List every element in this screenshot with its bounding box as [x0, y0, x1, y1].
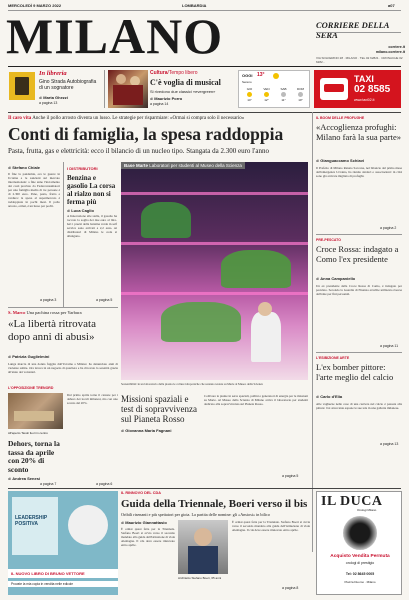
ad-right-phone: Tel: 02 8645 0005: [345, 572, 375, 576]
right1-tag: IL BOOM DELLE PROFUGHE: [316, 116, 365, 120]
rinnovo-byline: di Maurizio Giannattasio: [121, 520, 167, 525]
distributori-ref[interactable]: a pagina 5: [96, 298, 113, 302]
rinnovo-kicker: IL RINNOVO DEL CDA: [121, 491, 161, 495]
scienza-headline[interactable]: Missioni spaziali e test di sopravvivenza sul Pianeta Rosso: [121, 394, 197, 424]
promo-mid-subtitle: Si rivedono due classici «evergreen»: [150, 89, 216, 94]
trenord-caption: All'aperto Tavoli fuori in centro: [8, 431, 48, 435]
weather-day: DOM 10°: [297, 87, 304, 102]
rinnovo-ref[interactable]: a pagina 8: [282, 586, 299, 590]
ad-right-brand: IL DUCA: [321, 494, 383, 509]
ad-left-sub: Provate la mia copia in vendita nelle edicole: [8, 581, 118, 587]
ucraina-body-cont: Dal primo aprile torna il canone per i dehors dei locali milanesi, ma con uno sconto del 20%.: [67, 393, 118, 405]
weather-desc: Sereno: [242, 80, 252, 84]
trenord-headline[interactable]: Dehors, torna la tassa da aprile con 20% di sconto: [8, 439, 60, 474]
watch-icon: [343, 516, 377, 550]
plants: [161, 302, 241, 342]
masthead-bottom-rule: [8, 66, 401, 67]
photo-credit: Sostenibilità: in un laboratorio della piazza le colture idroponiche che saranno testate su Marte al Museo della Scienza: [121, 382, 263, 386]
sun-icon: [264, 92, 269, 97]
distributori-byline: di Luca Caglio: [67, 208, 94, 213]
paper-rule: [316, 32, 401, 33]
lead-ref[interactable]: a pagina 3: [40, 298, 57, 302]
lead-body: Il fine la pandemia, ora le guerre in Ucraina e le sanzioni sul mercato internazionale: a fine anno l'incremento dei costi previsto da Federconsumatori per una famiglia media di tre persone è di 2.300 euro. Pane, pasta, frutta e verdura: la spesa al supermercato è raddoppiata in pochi mesi. Il pollo arrosto, ormai, è un lusso per pochi.: [8, 172, 60, 208]
photo-tag: Base Marte Laboratori per studenti al Museo della Scienza: [121, 162, 245, 169]
ad-right-sub: Orologi Milano: [357, 508, 377, 512]
rinnovo-body-cont: È ormai quasi fatta per la Triennale. Stefano Boeri si avvia verso il secondo mandato alla guida dell'istituzione di viale Alemagna. Il cda deve essere rinnovato entro aprile.: [232, 520, 310, 532]
cloud-icon: [281, 92, 286, 97]
masthead-date: MERCOLEDÌ 9 MARZO 2022: [8, 3, 62, 8]
promo-mid-byline: di Maurizio Porro: [150, 96, 183, 101]
right3-ref[interactable]: a pagina 13: [380, 442, 399, 446]
lead-headline[interactable]: Conti di famiglia, la spesa raddoppia: [8, 124, 284, 144]
trenord-ref[interactable]: a pagina 7: [40, 482, 57, 486]
scienza-byline: di Giovanna Maria Fagnani: [121, 428, 172, 433]
promo-mid-title[interactable]: C'è voglia di musical: [150, 78, 221, 87]
ucraina-byline: di Patrizia Guglielmini: [8, 354, 50, 359]
promo-mid-ref[interactable]: a pagina 14: [150, 102, 169, 106]
taxi-ad[interactable]: [314, 70, 401, 108]
taxi-label: TAXI: [354, 74, 374, 84]
book-ad[interactable]: [8, 491, 118, 595]
right3-headline[interactable]: L'ex bomber pittore: l'arte meglio del calcio: [316, 362, 394, 382]
web-link[interactable]: corriere.it: [388, 45, 405, 49]
plants: [221, 250, 291, 288]
weather-label: OGGI: [242, 73, 253, 78]
book-cover: [9, 72, 35, 100]
taxi-sub: www.taxi02.it: [354, 98, 375, 102]
weather-day: VEN 12°: [263, 87, 270, 102]
musical-photo: [108, 70, 148, 108]
lead-kicker: Il caro vita Anche il pollo arrosto diventa un lusso. Le strategie per risparmiare: «Ormai si compra solo il necessario»: [8, 116, 245, 121]
weather-day: GIO 14°: [246, 87, 253, 102]
weather-box: [238, 70, 310, 108]
rinnovo-headline[interactable]: Guida della Triennale, Boeri verso il bis: [121, 498, 308, 510]
person: [251, 312, 281, 362]
ucraina-body: Lunga marcia di una donna fuggita dall'Ucraina a Milano: ha denunciato anni di violenze subite. Ora lavora in un negozio di quartiere e ha ritrovato la serenità grazie all'aiuto dei volontari.: [8, 362, 118, 374]
book-icon: [15, 77, 29, 95]
right2-body: Un ex presidente della Croce Rossa di Como, è indagato per peculato. Secondo la Guardia di Finanza avrebbe utilizzato risorse dell'ente per fini personali.: [316, 284, 402, 296]
masthead-title: MILANO: [6, 8, 224, 64]
promo-left-title[interactable]: Gino Strada Autobiografia di un sognatore: [39, 79, 97, 91]
distributori-headline[interactable]: Benzina e gasolio La corsa al rialzo non si ferma più: [67, 174, 116, 206]
rinnovo-body: È ormai quasi fatta per la Triennale. Stefano Boeri si avvia verso il secondo mandato alla guida dell'istituzione di viale Alemagna. Il cda deve essere rinnovato entro aprile.: [121, 527, 175, 547]
boeri-photo: [178, 520, 228, 574]
promo-left-byline: di Marta Ghezzi: [39, 95, 68, 100]
ad-left-line: IL NUOVO LIBRO DI BRUNO VETTORE: [8, 569, 118, 578]
taxi-car-icon: [320, 78, 348, 100]
lead-deck: Pasta, frutta, gas e elettricità: ecco il bilancio di un nucleo tipo. Stangata da 2.300 euro l'anno: [8, 147, 269, 155]
promo-left-ref[interactable]: a pagina 13: [39, 101, 58, 105]
author-photo: [68, 505, 108, 545]
trenord-tag: L'OPPOSIZIONE TRENORD: [8, 386, 54, 390]
promo-left-kicker: In libreria: [39, 70, 67, 77]
rinnovo-caption: Architetto Stefano Boeri, 65 anni: [178, 576, 222, 580]
weather-days: [242, 87, 308, 102]
right3-tag: L'ESIBIZIONE ARTE: [316, 356, 350, 360]
right1-ref[interactable]: a pagina 2: [380, 226, 397, 230]
right2-byline: di Anna Campaniello: [316, 276, 356, 281]
ad-right-address: Piazza Duomo · Milano: [344, 580, 376, 584]
cloud-icon: [298, 92, 303, 97]
trenord-byline: di Andrea Senesi: [8, 476, 41, 481]
lead-byline: di Stefano Chiale: [8, 165, 41, 170]
promo-mid-kicker: Cultura/Tempo libero: [150, 70, 198, 76]
rinnovo-deck: Oribili risenanti e più spettatori per gioia. La partita delle nomine: gli «Ansiosi» in bilico: [121, 512, 270, 517]
taxi-number: 02 8585: [354, 84, 391, 95]
sun-icon: [273, 73, 279, 79]
right1-byline: di Gianguaccamo Schiavi: [316, 158, 365, 163]
paper-name[interactable]: CORRIERE DELLA SERA: [316, 20, 389, 40]
weather-day: SAB 11°: [280, 87, 287, 102]
right2-tag: PRE-PESCATO: [316, 238, 341, 242]
right2-headline[interactable]: Croce Rossa: indagato a Como l'ex presidente: [316, 244, 399, 264]
right1-body: Il Prefetto di Milano Renato Saccone, nel bilancio del primo mese dell'emergenza Ucraina, ha riunito sindaci e associazioni: in città sono già arrivate migliaia di profughi.: [316, 166, 402, 178]
right2-ref[interactable]: a pagina 11: [380, 344, 399, 348]
watch-ad[interactable]: [316, 491, 402, 595]
ad-right-subline: orologi di prestigio: [345, 561, 375, 565]
lead-photo: [121, 162, 308, 380]
distributori-body: A Innovazione alle stelle, il gasolio ha toccato la soglia dei due euro al litro. Ieri i prezzi della benzina verde in self service sono arrivati a 2,2 euro. Ai distributori di Milano le code si allungano.: [67, 214, 117, 238]
masthead-section: LOMBARDIA: [182, 3, 207, 8]
ucraina-headline[interactable]: «La libertà ritrovata dopo anni di abusi»: [8, 318, 96, 343]
book-cover: LEADERSHIP POSITIVA: [12, 497, 58, 555]
scienza-body: Coltivare le piante in serre spaziali, pollini e generatori di energia per le missioni su Marte. Al Museo della Scienza di Milano arriva il laboratorio per studenti dedicato alla sopravvivenza sul Pianeta Rosso.: [204, 394, 308, 406]
web-link-2[interactable]: milano.corriere.it: [375, 50, 405, 54]
right1-headline[interactable]: «Accoglienza profughi: Milano farà la sua parte»: [316, 122, 401, 142]
ad-right-headline: Acquisto Vendita Permuta: [330, 554, 390, 559]
plants: [141, 202, 191, 238]
scienza-ref[interactable]: a pagina 5: [282, 474, 299, 478]
dehors-photo: [8, 393, 63, 429]
masthead-page: a07: [388, 3, 395, 8]
distributori-tag: I DISTRIBUTORI: [67, 166, 98, 171]
right3-body: Alle vaghezze nelle cose di una carriera nel calcio è passata alla pittura: l'ex attaccante espone le sue tele in una galleria milanese.: [316, 402, 402, 410]
weather-temp: 13°: [257, 72, 265, 78]
masthead-meta: VIA SOLFERINO 28 · MILANO · TEL 02 62821 · CRONACHE 02 6282...: [316, 56, 403, 64]
ucraina-ref[interactable]: a pagina 6: [96, 482, 113, 486]
right3-byline: di Carlo d'Elia: [316, 394, 343, 399]
sun-icon: [247, 92, 252, 97]
ucraina-kicker: S. Marco Una pachina rossa per Yarbura: [8, 310, 82, 315]
